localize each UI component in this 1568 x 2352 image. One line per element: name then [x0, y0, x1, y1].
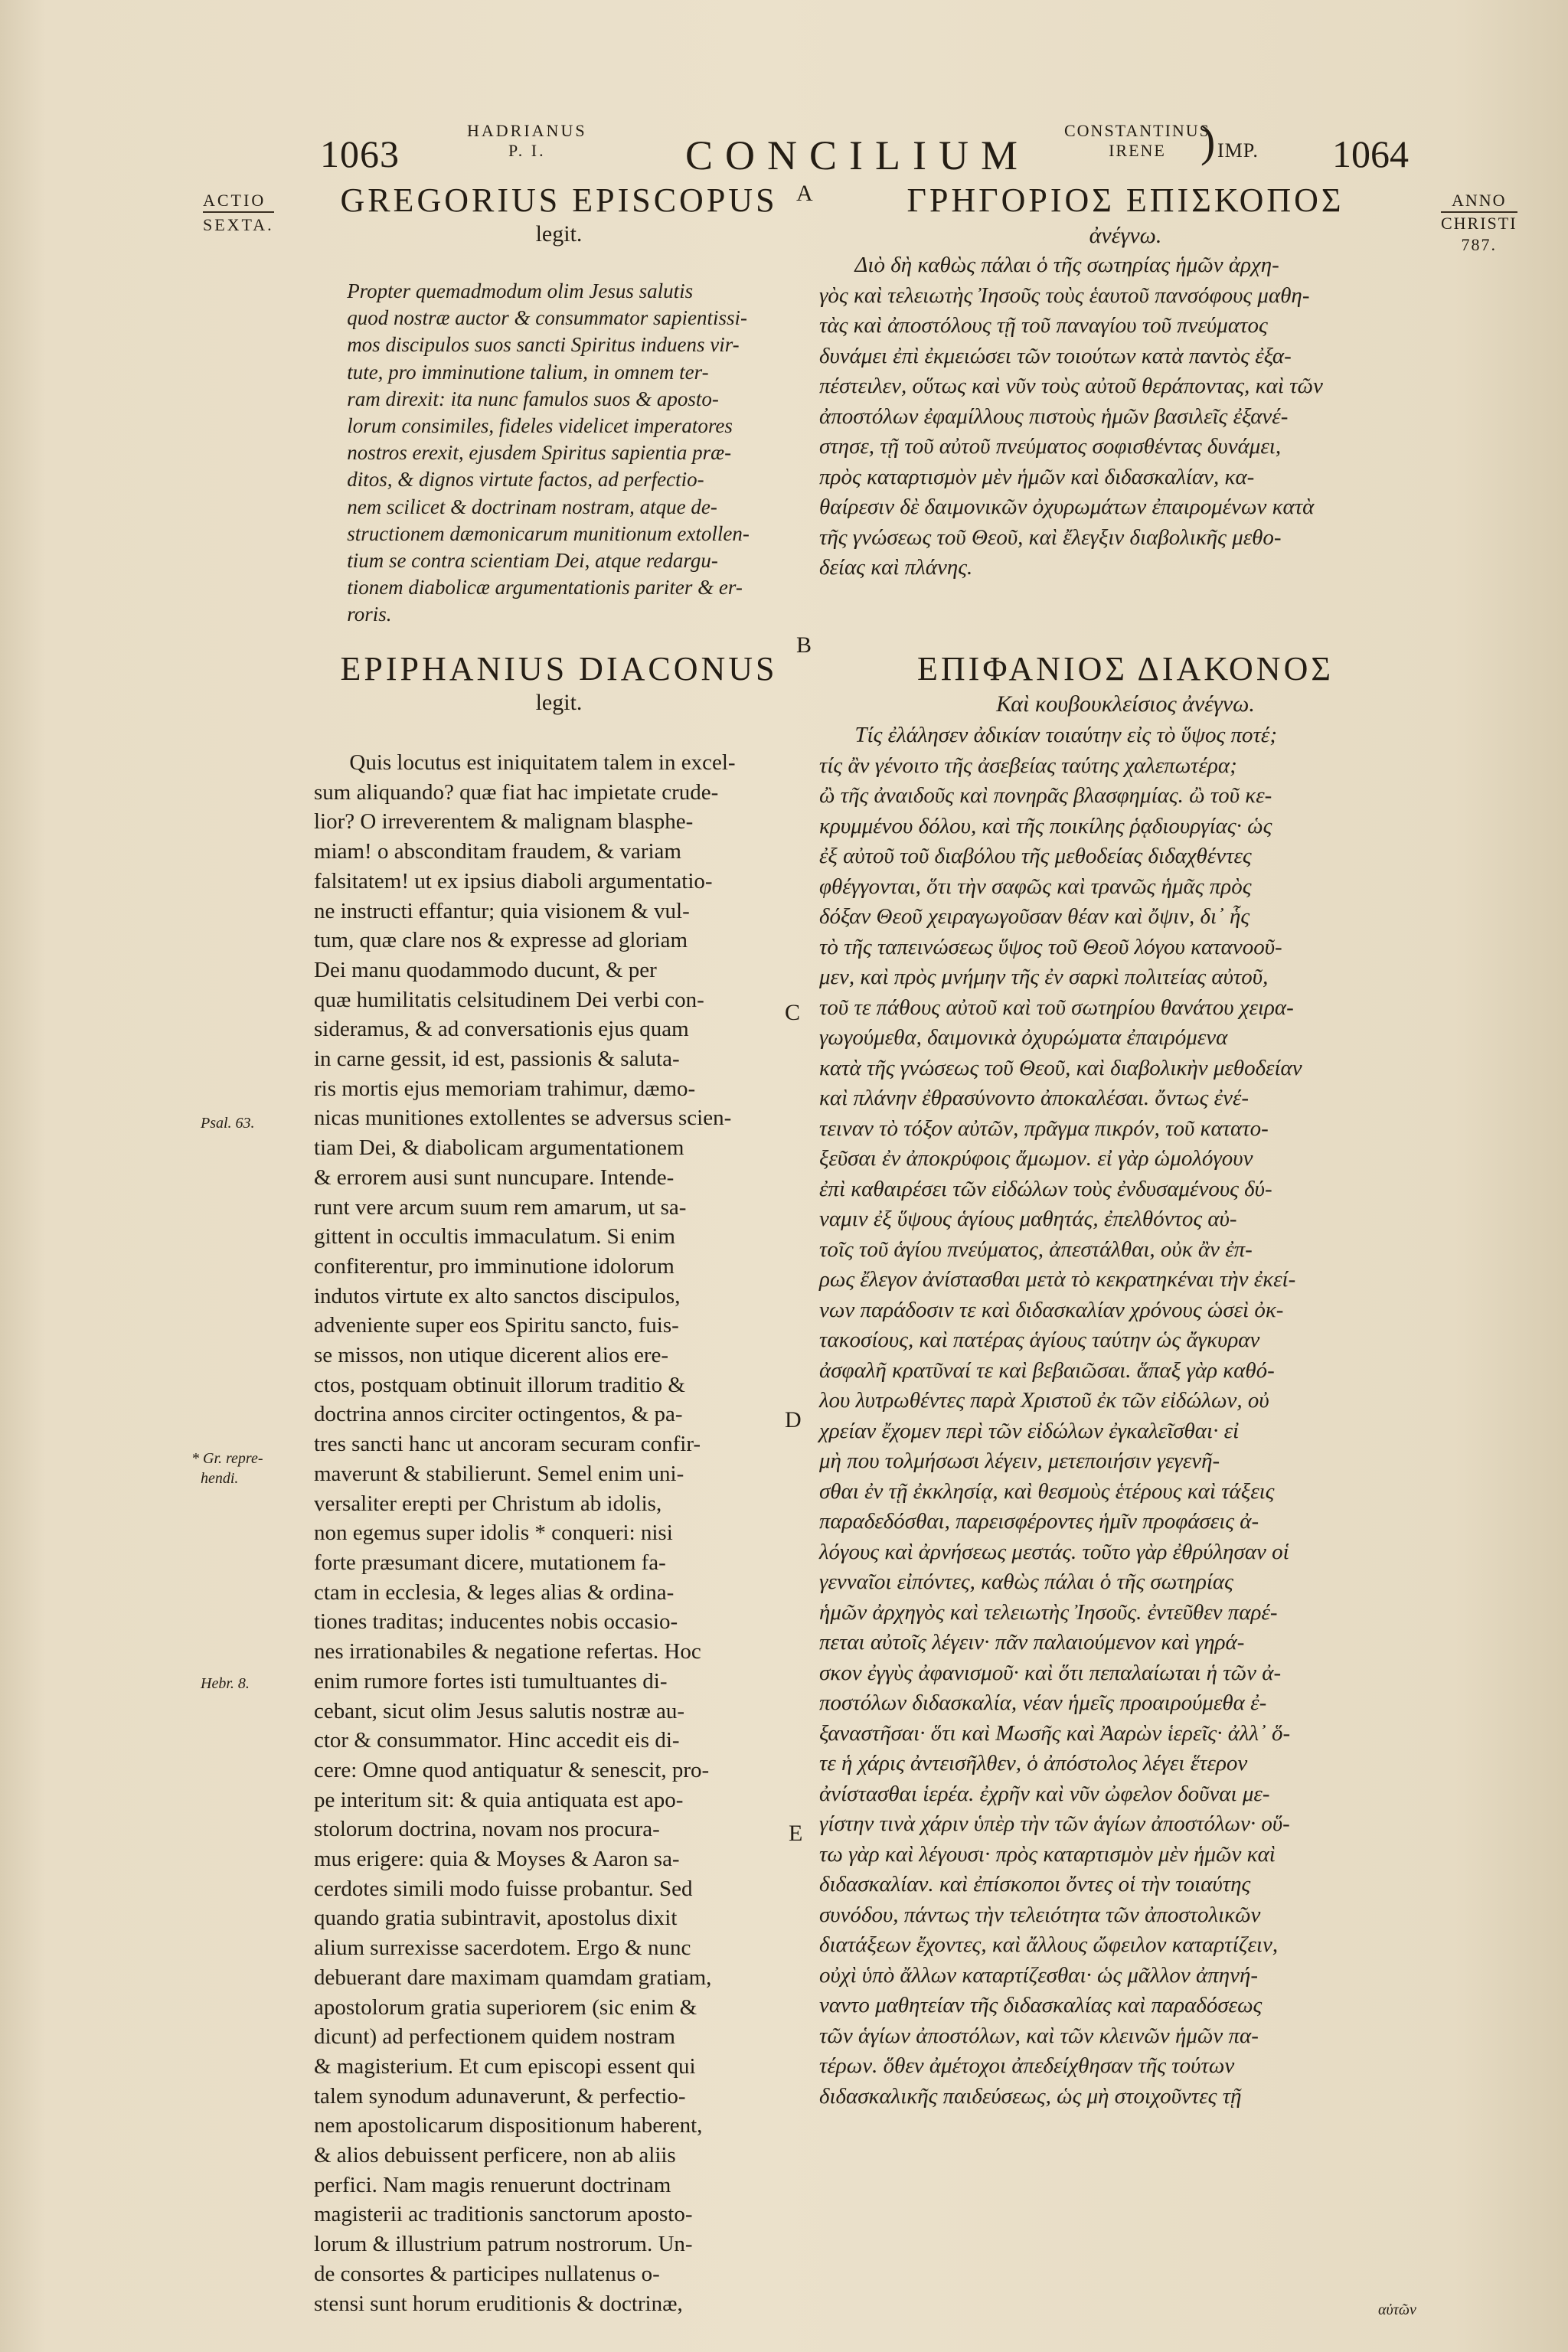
margin-note-hebrews: Hebr. 8.: [201, 1675, 250, 1692]
latin-text-epiphanius: [314, 748, 804, 2318]
latin-text-gregorius: [314, 278, 804, 629]
text-line: se missos, non utique dicerent alios ere-: [314, 1343, 669, 1368]
text-line: nicas munitiones extollentes se adversus scien-: [314, 1106, 732, 1131]
text-line: τὰς καὶ ἀποστόλους τῇ τοῦ παναγίου τοῦ πνεύματος: [819, 313, 1268, 338]
text-line: stensi sunt horum eruditionis & doctrinæ,: [314, 2291, 683, 2316]
text-line: nem apostolicarum dispositionum haberent,: [314, 2113, 703, 2138]
text-line: Dei manu quodammodo ducunt, & per: [314, 957, 657, 982]
text-line: τειναν τὸ τόξον αὐτῶν, πρᾶγμα πικρόν, τοῦ κατατο-: [819, 1116, 1269, 1141]
greek-subheading-epiphanius: Καὶ κουβουκλείσιος ἀνέγνω.: [996, 691, 1255, 717]
section-marker-e: E: [789, 1821, 803, 1846]
text-line: ctos, postquam obtinuit illorum traditio &: [314, 1372, 685, 1397]
actio-label: ACTIO: [203, 191, 266, 210]
text-line: lior? O irreverentem & malignam blasphe-: [314, 809, 694, 835]
anno-note: [1441, 190, 1517, 256]
emperor-name: CONSTANTINUS: [1064, 121, 1210, 140]
text-line: pe interitum sit: & quia antiquata est apo-: [314, 1787, 684, 1812]
latin-heading-gregorius: GREGORIUS EPISCOPUS: [340, 181, 778, 219]
text-line: παραδεδόσθαι, παρεισφέροντες ἡμῖν προφάσεις ἀ-: [819, 1509, 1259, 1534]
text-line: ναμιν ἐξ ὕψους ἁγίους μαθητάς, ἐπελθόντος αὐ-: [819, 1207, 1237, 1231]
greek-subheading-gregorius: ἀνέγνω.: [1089, 223, 1162, 248]
text-line: ρως ἔλεγον ἀνίστασθαι μετὰ τὸ κεκρατηκέναι τὴν ἐκεί-: [819, 1267, 1296, 1292]
text-line: cerdotes simili modo fuisse probantur. Sed: [314, 1876, 693, 1901]
text-line: non egemus super idolis * conqueri: nisi: [314, 1521, 673, 1546]
pope-name: HADRIANUS: [467, 121, 587, 140]
text-line: ἐπὶ καθαιρέσει τῶν εἰδώλων τοὺς ἐνδυσαμένους δύ-: [819, 1176, 1272, 1201]
text-line: enim rumore fortes isti tumultuantes di-: [314, 1668, 668, 1694]
text-line: tiones traditas; inducentes nobis occasio-: [314, 1609, 678, 1635]
text-line: νων παράδοσιν τε καὶ διδασκαλίαν χρόνους ὡσεὶ ὀκ-: [819, 1297, 1284, 1322]
text-line: ctam in ecclesia, & leges alias & ordina-: [314, 1579, 675, 1605]
text-line: tum, quæ clare nos & expresse ad gloriam: [314, 928, 688, 953]
greek-section-epiphanius: [819, 649, 1432, 2112]
text-line: tionem diabolicæ argumentationis pariter & er-: [347, 576, 743, 599]
text-line: alium surrexisse sacerdotem. Ergo & nunc: [314, 1936, 691, 1961]
text-line: miam! o absconditam fraudem, & variam: [314, 839, 681, 864]
text-line: nem scilicet & doctrinam nostram, atque de-: [347, 495, 717, 518]
text-line: κατὰ τῆς γνώσεως τοῦ Θεοῦ, καὶ διαβολικὴν μεθοδείαν: [819, 1055, 1302, 1080]
text-line: τὸ τῆς ταπεινώσεως ὕψος τοῦ Θεοῦ λόγου κατανοοῦ-: [819, 934, 1282, 959]
emperors-heading: [1064, 121, 1210, 161]
text-line: quod nostræ auctor & consummator sapientissi-: [347, 306, 747, 330]
text-line: mos discipulos suos sancti Spiritus induens vir-: [347, 333, 740, 357]
text-line: ἀνίστασθαι ἱερέα. ἐχρῆν καὶ νῦν ὠφελον δοῦναι με-: [819, 1781, 1270, 1806]
catchword: αὐτῶν: [1378, 2301, 1416, 2318]
text-line: ποστόλων διδασκαλία, νέαν ἡμεῖς προαιρούμεθα ἐ-: [819, 1690, 1267, 1715]
text-line: quando gratia subintravit, apostolus dixit: [314, 1906, 678, 1931]
text-line: διδασκαλικῆς παιδεύσεως, ὡς μὴ στοιχοῦντες τῇ: [819, 2083, 1242, 2109]
text-line: οὐχὶ ὑπὸ ἄλλων καταρτίζεσθαι· ὡς μᾶλλον ἀπηνή-: [819, 1962, 1259, 1988]
text-line: διδασκαλίαν. καὶ ἐπίσκοποι ὄντες οἱ τὴν τοιαύτης: [819, 1872, 1251, 1896]
text-line: structionem dæmonicarum munitionum extollen-: [347, 521, 750, 545]
text-line: ξεῦσαι ἐν ἀποκρύφοις ἄμωμον. εἰ γὰρ ὡμολόγουν: [819, 1146, 1253, 1171]
text-line: καὶ πλάνην ἐθρασύνοντο ἀποκαλέσαι. ὄντως ἐνέ-: [819, 1086, 1250, 1110]
running-header: [0, 115, 1568, 176]
text-line: τω γὰρ καὶ λέγουσι· πρὸς καταρτισμὸν μὲν ἡμῶν καὶ: [819, 1841, 1276, 1867]
greek-text-epiphanius: [819, 720, 1432, 2112]
text-line: sum aliquando? quæ fiat hac impietate crude-: [314, 779, 719, 805]
text-line: ἐξ αὐτοῦ τοῦ διαβόλου τῆς μεθοδείας διδαχθέντες: [819, 844, 1252, 868]
text-line: lorum & illustrium patrum nostrorum. Un-: [314, 2232, 693, 2257]
text-line: de consortes & participes nullatenus o-: [314, 2261, 660, 2286]
pope-numeral: P. I.: [508, 141, 546, 160]
text-line: λόγους καὶ ἀρνήσεως μεστάς. τοῦτο γὰρ ἐθρύλησαν οἱ: [819, 1539, 1289, 1564]
text-line: συνόδου, πάντως τὴν τελειότητα τῶν ἀποστολικῶν: [819, 1902, 1261, 1927]
text-line: sideramus, & ad conversationis ejus quam: [314, 1017, 689, 1042]
section-marker-c: C: [785, 1000, 801, 1025]
text-line: in carne gessit, id est, passionis & saluta-: [314, 1047, 680, 1072]
text-line: ctor & consummator. Hinc accedit eis di-: [314, 1728, 680, 1753]
text-line: confiterentur, pro imminutione idolorum: [314, 1253, 675, 1279]
text-line: adveniente super eos Spiritu sancto, fuis-: [314, 1313, 679, 1338]
latin-subheading-gregorius: legit.: [535, 221, 583, 247]
text-line: ἀποστόλων ἐφαμίλλους πιστοὺς ἡμῶν βασιλεῖς ἐξανέ-: [819, 403, 1289, 429]
greek-heading-gregorius: ΓΡΗΓΟΡΙΟΣ ΕΠΙΣΚΟΠΟΣ: [906, 181, 1344, 219]
text-line: versaliter erepti per Christum ab idolis,: [314, 1491, 662, 1516]
anno-label: ANNO: [1452, 191, 1507, 210]
text-line: stolorum doctrina, novam nos procura-: [314, 1817, 660, 1842]
section-marker-a: A: [796, 181, 813, 206]
text-line: perfici. Nam magis renuerunt doctrinam: [314, 2172, 671, 2197]
anno-year: 787.: [1461, 235, 1498, 254]
text-line: nes irrationabiles & negatione refertas. Hoc: [314, 1639, 701, 1664]
text-line: γενναῖοι εἰπόντες, καθὼς πάλαι ὁ τῆς σωτηρίας: [819, 1570, 1233, 1594]
text-line: λου λυτρωθέντες παρὰ Χριστοῦ ἐκ τῶν εἰδώλων, οὐ: [819, 1388, 1269, 1413]
text-line: & errorem ausi sunt nuncupare. Intende-: [314, 1165, 675, 1190]
text-line: ναντο μαθητείαν τῆς διδασκαλίας καὶ παραδόσεως: [819, 1993, 1263, 2017]
text-line: τοῖς τοῦ ἁγίου πνεύματος, ἀπεστάλθαι, οὐκ ἂν ἐπ-: [819, 1236, 1253, 1262]
text-line: runt vere arcum suum rem amarum, ut sa-: [314, 1194, 687, 1220]
text-line: magisterii ac traditionis sanctorum aposto-: [314, 2202, 693, 2227]
text-line: κρυμμένου δόλου, καὶ τῆς ποικίλης ῥᾳδιουργίας· ὡς: [819, 813, 1272, 838]
text-line: ὢ τῆς ἀναιδοῦς καὶ πονηρᾶς βλασφημίας. ὢ τοῦ κε-: [819, 783, 1272, 808]
text-line: talem synodum adunaverunt, & perfectio-: [314, 2083, 686, 2109]
text-line: & alios debuissent perficere, non ab aliis: [314, 2143, 676, 2168]
text-line: apostolorum gratia superiorem (sic enim &: [314, 1994, 697, 2020]
text-line: doctrina annos circiter octingentos, & pa-: [314, 1402, 683, 1427]
text-line: ris mortis ejus memoriam trahimur, dæmo-: [314, 1076, 696, 1101]
text-line: mus erigere: quia & Moyses & Aaron sa-: [314, 1847, 680, 1872]
text-line: δυνάμει ἐπὶ ἐκμειώσει τῶν τοιούτων κατὰ παντὸς ἐξα-: [819, 343, 1292, 368]
text-line: μεν, καὶ πρὸς μνήμην τῆς ἐν σαρκὶ πολιτείας αὐτοῦ,: [819, 965, 1269, 989]
latin-section-epiphanius: [314, 649, 804, 2318]
text-line: maverunt & stabilierunt. Semel enim uni-: [314, 1461, 684, 1486]
text-line: πεται αὐτοῖς λέγειν· πᾶν παλαιούμενον καὶ γηρά-: [819, 1630, 1245, 1655]
text-line: nostros erexit, ejusdem Spiritus sapientia præ-: [347, 441, 732, 465]
text-line: σκον ἐγγὺς ἀφανισμοῦ· καὶ ὅτι πεπαλαίωται ἡ τῶν ἀ-: [819, 1660, 1282, 1685]
text-line: dicunt) ad perfectionem quidem nostram: [314, 2024, 675, 2050]
text-line: τέρων. ὅθεν ἀμέτοχοι ἀπεδείχθησαν τῆς τούτων: [819, 2053, 1235, 2078]
text-line: ne instructi effantur; quia visionem & vul-: [314, 898, 690, 923]
text-line: lorum consimiles, fideles videlicet imperatores: [347, 414, 733, 438]
text-line: tiam Dei, & diabolicam argumentationem: [314, 1135, 684, 1161]
text-line: γίστην τινὰ χάριν ὑπὲρ τὴν τῶν ἁγίων ἀποστόλων· οὕ-: [819, 1811, 1290, 1836]
page-number-right: 1064: [1332, 132, 1409, 175]
section-marker-b: B: [796, 632, 812, 658]
text-line: τοῦ τε πάθους αὐτοῦ καὶ τοῦ σωτηρίου θανάτου χειρα-: [819, 995, 1294, 1020]
imperator-label: IMP.: [1217, 139, 1259, 162]
text-line: debuerant dare maximam quamdam gratiam,: [314, 1965, 712, 1990]
text-line: cebant, sicut olim Jesus salutis nostræ au-: [314, 1698, 685, 1723]
text-line: γὸς καὶ τελειωτὴς Ἰησοῦς τοὺς ἑαυτοῦ πανσόφους μαθη-: [819, 283, 1310, 308]
margin-note-greek-1: * Gr. repre-: [191, 1450, 263, 1467]
text-line: δείας καὶ πλάνης.: [819, 555, 973, 580]
text-line: διατάξεων ἔχοντες, καὶ ἄλλους ὤφειλον καταρτίζειν,: [819, 1932, 1279, 1957]
greek-heading-epiphanius: ΕΠΙΦΑΝΙΟΣ ΔΙΑΚΟΝΟΣ: [917, 650, 1334, 688]
text-line: τε ἡ χάρις ἀντεισῆλθεν, ὁ ἀπόστολος λέγει ἕτερον: [819, 1751, 1248, 1775]
latin-subheading-epiphanius: legit.: [535, 690, 583, 715]
text-line: gittent in occultis immaculatum. Si enim: [314, 1224, 675, 1250]
text-line: tute, pro imminutione talium, in omnem ter-: [347, 360, 709, 384]
text-line: φθέγγονται, ὅτι τὴν σαφῶς καὶ τρανῶς ἡμᾶς πρὸς: [819, 874, 1252, 899]
text-line: ram direxit: ita nunc famulos suos & aposto-: [347, 387, 719, 410]
text-line: πρὸς καταρτισμὸν μὲν ἡμῶν καὶ διδασκαλίαν, κα-: [819, 464, 1255, 489]
actio-note: [203, 190, 274, 236]
text-line: ἡμῶν ἀρχηγὸς καὶ τελειωτὴς Ἰησοῦς. ἐντεῦθεν παρέ-: [819, 1599, 1278, 1625]
pope-heading: [467, 121, 587, 161]
margin-note-psalm: Psal. 63.: [201, 1115, 255, 1132]
text-line: θαίρεσιν δὲ δαιμονικῶν ὀχυρωμάτων ἐπαιρομένων κατὰ: [819, 495, 1315, 519]
running-title: CONCILIUM: [685, 132, 1030, 178]
text-line: τῶν ἁγίων ἀποστόλων, καὶ τῶν κλεινῶν ἡμῶν πα-: [819, 2023, 1259, 2048]
text-line: & magisterium. Et cum episcopi essent qui: [314, 2053, 696, 2079]
text-line: Propter quemadmodum olim Jesus salutis: [347, 279, 694, 302]
text-line: cere: Omne quod antiquatur & senescit, pro-: [314, 1757, 710, 1782]
text-line: tres sancti hanc ut ancoram securam confir-: [314, 1432, 701, 1457]
text-line: Διὸ δὴ καθὼς πάλαι ὁ τῆς σωτηρίας ἡμῶν ἀρχη-: [854, 253, 1279, 277]
text-line: δόξαν Θεοῦ χειραγωγοῦσαν θέαν καὶ ὄψιν, δι᾽ ἧς: [819, 904, 1250, 929]
empress-name: IRENE: [1109, 141, 1166, 160]
margin-note-greek-2: hendi.: [201, 1470, 239, 1487]
text-line: Τίς ἐλάλησεν ἀδικίαν τοιαύτην εἰς τὸ ὕψος ποτέ;: [854, 723, 1277, 747]
text-line: falsitatem! ut ex ipsius diaboli argumentatio-: [314, 868, 713, 893]
text-line: ἀσφαλῆ κρατῦναί τε καὶ βεβαιῶσαι. ἅπαξ γὰρ καθό-: [819, 1357, 1275, 1383]
actio-number: SEXTA.: [203, 211, 274, 236]
brace-glyph: ): [1200, 116, 1216, 166]
text-line: τῆς γνώσεως τοῦ Θεοῦ, καὶ ἔλεγξιν διαβολικῆς μεθο-: [819, 524, 1282, 550]
latin-section-gregorius: [314, 181, 804, 629]
page-number-left: 1063: [320, 132, 400, 175]
text-line: τακοσίους, καὶ πατέρας ἁγίους ταύτην ὡς ἄγκυραν: [819, 1328, 1260, 1352]
text-line: forte præsumant dicere, mutationem fa-: [314, 1550, 666, 1575]
text-line: μὴ που τολμήσωσι λέγειν, μετεποιήσιν γεγενῆ-: [819, 1449, 1220, 1473]
text-line: ξαναστῆσαι· ὅτι καὶ Μωσῆς καὶ Ἀαρὼν ἱερεῖς· ἀλλ᾽ ὅ-: [819, 1720, 1291, 1746]
text-line: στησε, τῇ τοῦ αὐτοῦ πνεύματος σοφισθέντας δυνάμει,: [819, 434, 1282, 459]
text-line: γωγούμεθα, δαιμονικὰ ὀχυρώματα ἐπαιρόμενα: [819, 1025, 1228, 1050]
text-line: quæ humilitatis celsitudinem Dei verbi con-: [314, 987, 704, 1012]
text-line: σθαι ἐν τῇ ἐκκλησίᾳ, καὶ θεσμοὺς ἑτέρους καὶ τάξεις: [819, 1478, 1275, 1504]
text-line: τίς ἂν γένοιτο τῆς ἀσεβείας ταύτης χαλεπωτέρα;: [819, 753, 1237, 778]
text-line: indutos virtute ex alto sanctos discipulos,: [314, 1283, 681, 1308]
text-line: roris.: [347, 603, 392, 626]
text-line: ditos, & dignos virtute factos, ad perfectio-: [347, 468, 704, 492]
christi-label: CHRISTI: [1441, 211, 1517, 234]
text-line: χρείαν ἔχομεν περὶ τῶν εἰδώλων ἐγκαλεῖσθαι· εἰ: [819, 1418, 1240, 1443]
greek-section-gregorius: [819, 181, 1432, 583]
text-line: πέστειλεν, οὕτως καὶ νῦν τοὺς αὐτοῦ θεράποντας, καὶ τῶν: [819, 374, 1323, 398]
latin-heading-epiphanius: EPIPHANIUS DIACONUS: [340, 650, 778, 688]
greek-text-gregorius: [819, 250, 1432, 583]
text-line: Quis locutus est iniquitatem talem in excel-: [349, 750, 736, 775]
text-line: tium se contra scientiam Dei, atque redargu-: [347, 549, 718, 573]
section-marker-d: D: [785, 1407, 802, 1432]
